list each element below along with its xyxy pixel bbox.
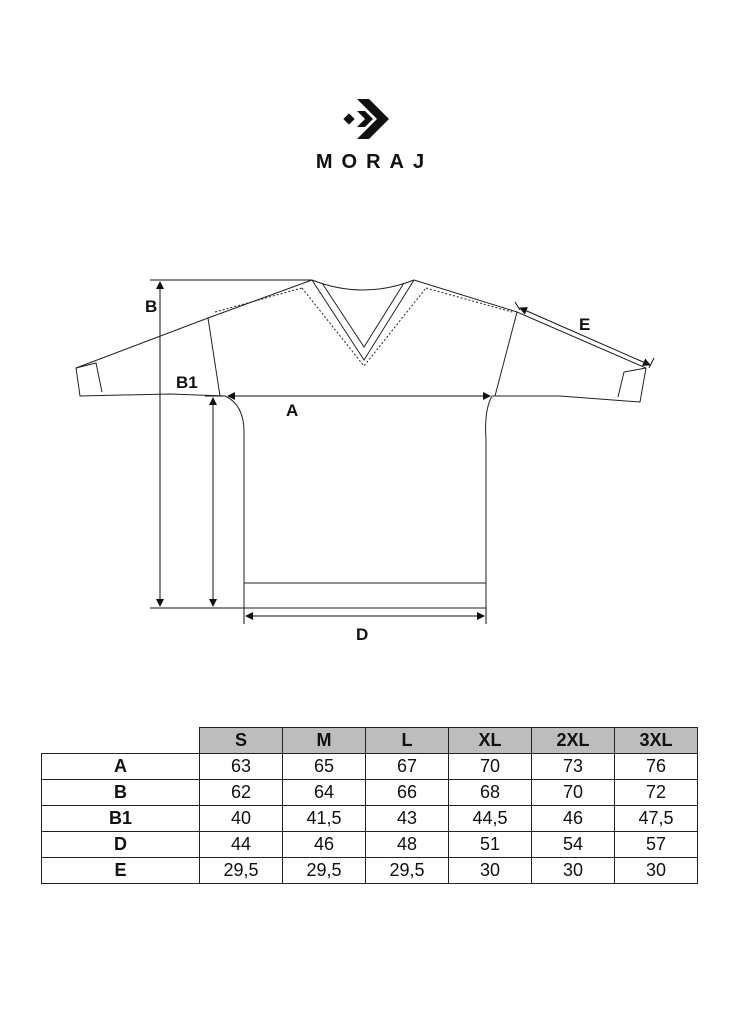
table-cell: 48 [366,832,449,858]
table-cell: 30 [615,858,698,884]
table-cell: 46 [532,806,615,832]
table-cell: 68 [449,780,532,806]
table-cell: 63 [200,754,283,780]
table-cell: 54 [532,832,615,858]
garment-diagram [0,250,730,650]
table-cell: 70 [449,754,532,780]
size-header: L [366,728,449,754]
table-cell: 29,5 [200,858,283,884]
table-cell: 40 [200,806,283,832]
table-cell: 29,5 [366,858,449,884]
size-header: 2XL [532,728,615,754]
label-d: D [356,625,369,644]
table-cell: 66 [366,780,449,806]
table-cell: 30 [532,858,615,884]
table-cell: 70 [532,780,615,806]
table-cell: 72 [615,780,698,806]
size-header-row [42,728,698,754]
row-label: D [42,832,200,858]
label-e: E [579,315,591,334]
table-cell: 67 [366,754,449,780]
header-blank-cell [42,728,200,754]
table-cell: 47,5 [615,806,698,832]
table-cell: 29,5 [283,858,366,884]
row-label: E [42,858,200,884]
table-cell: 41,5 [283,806,366,832]
table-cell: 73 [532,754,615,780]
size-header: S [200,728,283,754]
size-header: XL [449,728,532,754]
row-label: B1 [42,806,200,832]
table-row [42,806,698,832]
table-cell: 64 [283,780,366,806]
table-row [42,754,698,780]
row-label: B [42,780,200,806]
table-row [42,858,698,884]
table-cell: 57 [615,832,698,858]
table-cell: 44,5 [449,806,532,832]
table-cell: 46 [283,832,366,858]
size-table [41,727,698,884]
table-cell: 30 [449,858,532,884]
label-a: A [286,401,299,420]
table-cell: 51 [449,832,532,858]
row-label: A [42,754,200,780]
garment-outline [76,280,646,608]
moraj-arrow-logo [343,99,389,139]
table-cell: 65 [283,754,366,780]
label-b: B [145,297,158,316]
table-cell: 76 [615,754,698,780]
label-b1: B1 [176,373,198,392]
size-header: 3XL [615,728,698,754]
table-row [42,780,698,806]
table-cell: 44 [200,832,283,858]
size-header: M [283,728,366,754]
table-cell: 43 [366,806,449,832]
table-row [42,832,698,858]
brand-name: MORAJ [315,151,434,173]
table-cell: 62 [200,780,283,806]
